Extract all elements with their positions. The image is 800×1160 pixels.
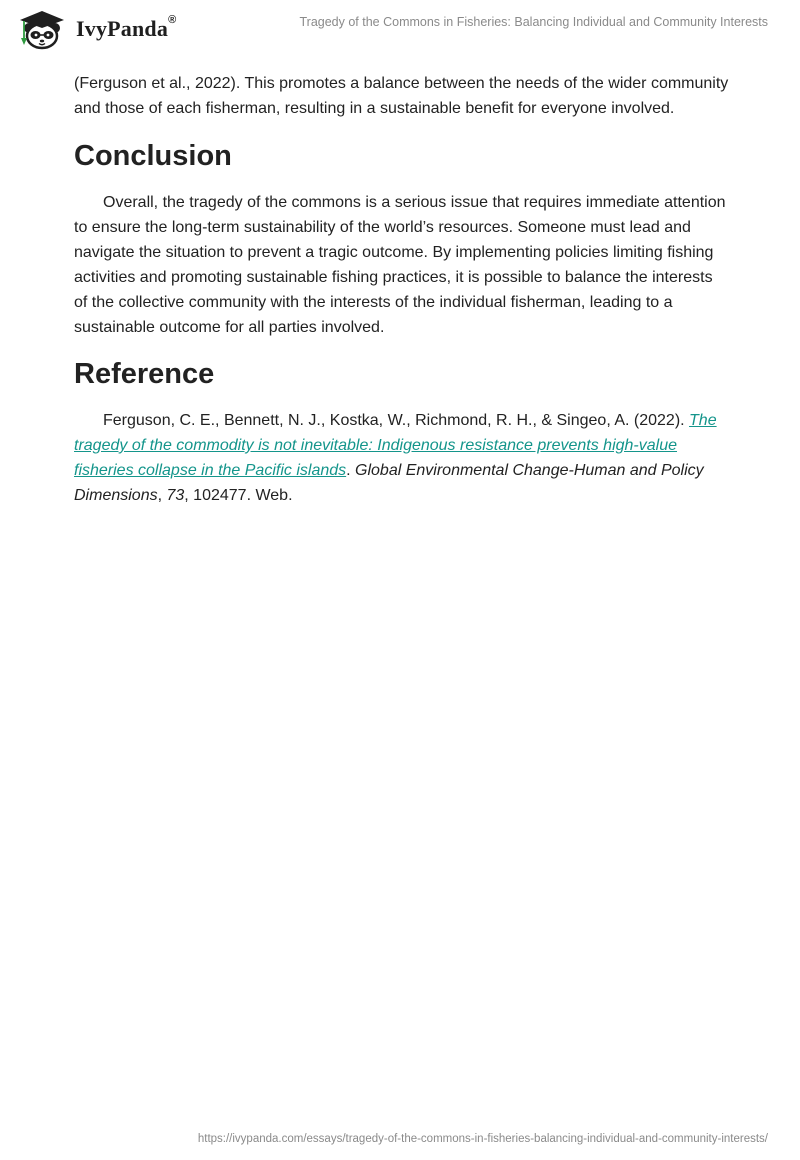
logo-name: IvyPanda [76,16,169,41]
reference-volume: 73 [166,487,185,504]
ivypanda-logo[interactable] [14,8,204,50]
reference-heading: Reference [74,358,215,390]
page-header [0,0,800,62]
footer-source-url[interactable]: https://ivypanda.com/essays/tragedy-of-the-commons-in-fisheries-balancing-individual-and-community-interests/ [197,1133,768,1145]
logo-wordmark [76,16,176,42]
reference-authors: Ferguson, C. E., Bennett, N. J., Kostka, W., Richmond, R. H., & Singeo, A. (2022). [103,412,690,429]
registered-mark: ® [168,14,177,26]
conclusion-heading: Conclusion [74,140,232,172]
reference-separator: . [346,462,356,479]
intro-paragraph: (Ferguson et al., 2022). This promotes a balance between the needs of the wider community and those of each fisherman, resulting in a sustainable benefit for everyone involved. [74,75,729,117]
running-title: Tragedy of the Commons in Fisheries: Balancing Individual and Community Interests [299,15,768,29]
conclusion-paragraph: Overall, the tragedy of the commons is a serious issue that requires immediate attention to ensure the long-term sustainability of the world’s resources. Someone must lead and navigate the situation to prevent a tragic outcome. By implementing policies limiting fishing activities and promoting sustainable fishing practices, it is possible to balance the interests of the collective community with the interests of the individual fisherman, leading to a sustainable outcome for all parties involved. [74,194,726,336]
panda-graduate-icon [14,8,72,50]
reference-article-link[interactable]: The tragedy of the commodity is not inevitable: Indigenous resistance prevents high-value fisheries collapse in the Pacific islands [74,412,717,479]
reference-tail: , 102477. Web. [184,487,293,504]
reference-separator-2: , [157,487,167,504]
reference-entry [74,408,730,508]
essay-body [74,71,730,508]
reference-journal: Global Environmental Change-Human and Policy Dimensions [74,462,704,504]
